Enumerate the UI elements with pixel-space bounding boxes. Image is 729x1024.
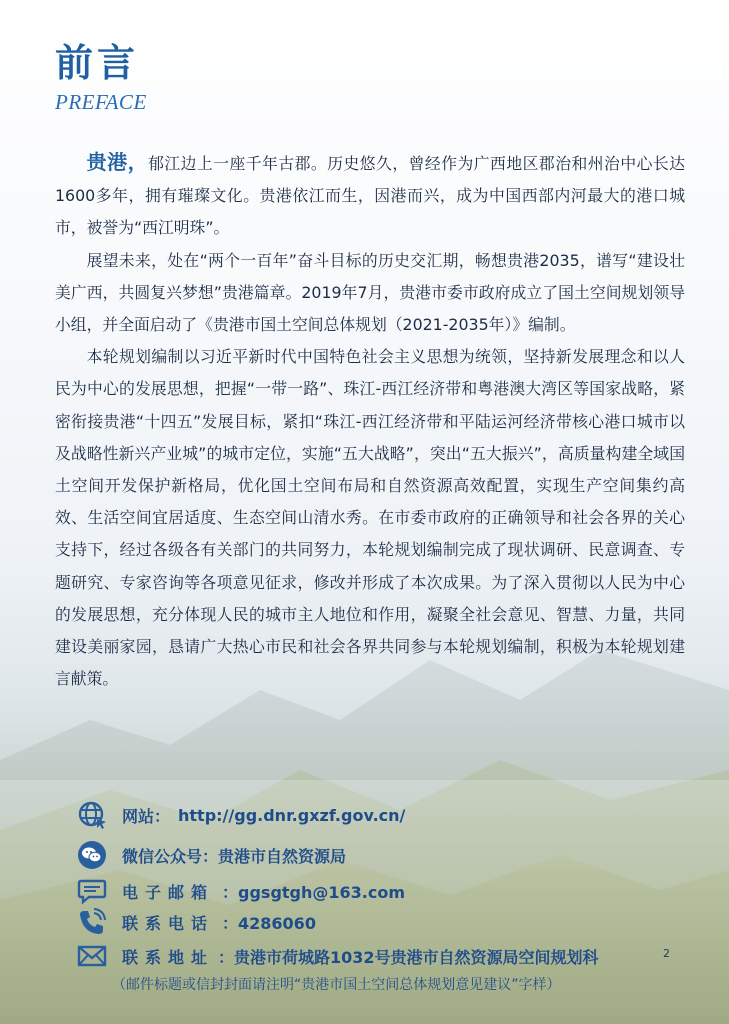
page-title: 前言 [55,41,140,85]
message-icon [76,875,108,907]
address-value: ：贵港市荷城路1032号贵港市自然资源局空间规划科 [218,947,599,967]
contact-website [76,800,405,830]
email-label: 电子邮箱 [122,882,215,902]
phone-label: 联系电话 [122,913,215,933]
globe-icon [76,799,108,831]
preface-body [55,146,685,695]
paragraph-1 [55,146,685,245]
paragraph-lead: 贵港， [86,150,149,174]
contact-wechat [76,840,346,870]
wechat-account: 贵港市自然资源局 [218,846,347,866]
website-link[interactable]: http://gg.dnr.gxzf.gov.cn/ [178,805,406,825]
phone-icon [76,906,108,938]
website-label: 网站： [122,806,171,826]
page-subtitle: PREFACE [55,90,147,114]
envelope-icon [76,940,108,972]
paragraph-2: 展望未来，处在“两个一百年”奋斗目标的历史交汇期，畅想贵港2035，谱写“建设壮美广西，共圆复兴梦想”贵港篇章。2019年7月，贵港市委市政府成立了国土空间规划领导小组，并全面启动了《贵港市国土空间总体规划（2021-2035年）》编制。 [55,250,685,335]
paragraph-3: 本轮规划编制以习近平新时代中国特色社会主义思想为统领，坚持新发展理念和以人民为中心的发展思想，把握“一带一路”、珠江-西江经济带和粤港澳大湾区等国家战略，紧密衔接贵港“十四五”发展目标，紧扣“珠江-西江经济带和平陆运河经济带核心港口城市以及战略性新兴产业城”的城市定位，实施“五大战略”，突出“五大振兴”，高质量构建全域国土空间开发保护新格局，优化国土空间布局和自然资源高效配置，实现生产空间集约高效、生活空间宜居适度、生态空间山清水秀。在市委市政府的正确领导和社会各界的关心支持下，经过各级各有关部门的共同努力，本轮规划编制完成了现状调研、民意调查、专题研究、专家咨询等各项意见征求，修改并形成了本次成果。为了深入贯彻以人民为中心的发展思想，充分体现人民的城市主人地位和作用，凝聚全社会意见、智慧、力量，共同建设美丽家园，恳请广大热心市民和社会各界共同参与本轮规划编制，积极为本轮规划建言献策。 [55,347,685,689]
paragraph-1-text: 郁江边上一座千年古郡。历史悠久，曾经作为广西地区郡治和州治中心长达1600多年，拥有璀璨文化。贵港依江而生，因港而兴，成为中国西部内河最大的港口城市，被誉为“西江明珠”。 [55,154,685,238]
contact-address [76,941,599,971]
contact-note: （邮件标题或信封封面请注明“贵港市国土空间总体规划意见建议”字样） [112,977,561,993]
contact-phone [76,907,316,937]
address-label: 联系地址 [122,947,215,967]
wechat-icon [76,839,108,871]
phone-number[interactable]: ：4286060 [222,913,316,933]
wechat-label: 微信公众号： [122,846,219,866]
page-number: 2 [663,947,670,960]
contact-email [76,876,405,906]
email-address[interactable]: ：ggsgtgh@163.com [222,882,406,902]
